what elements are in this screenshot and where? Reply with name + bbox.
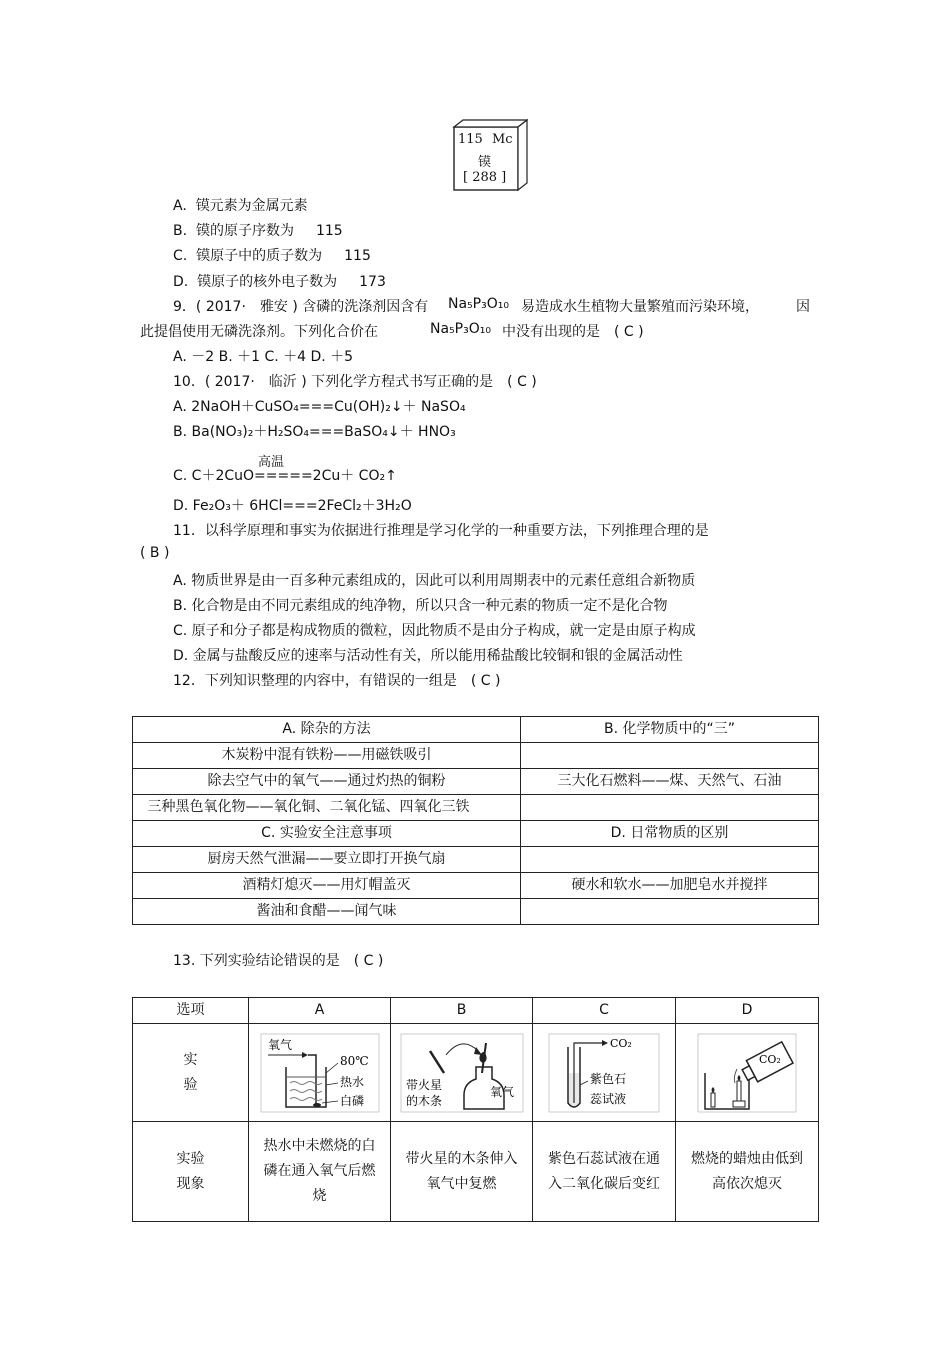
element-symbol: Mc [492,132,513,147]
fig-c-label-co2: CO₂ [610,1036,632,1050]
q9-line1a: 9．( 2017· 雅安 ) 含磷的洗涤剂因含有 [173,299,429,315]
table-cell: 厨房天然气泄漏——要立即打开换气扇 [133,847,521,873]
table-row [133,899,819,925]
q12-table [132,716,819,925]
figure-c [533,1024,676,1122]
row-label-experiment: 实 验 [133,1024,249,1122]
table-cell: 酱油和食醋——闻气味 [133,899,521,925]
table-header-cell: C [533,998,676,1024]
table-cell: B. 化学物质中的“三” [521,717,819,743]
q11-option-a: A. 物质世界是由一百多种元素组成的，因此可以利用周期表中的元素任意组合新物质 [173,573,696,589]
q12-stem: 12．下列知识整理的内容中，有错误的一组是 ( C ) [173,673,501,689]
q13-table [132,997,819,1222]
q9-formula1: Na₅P₃O₁₀ [448,296,509,312]
table-row [133,743,819,769]
fig-a-label-oxygen: 氧气 [267,1037,292,1052]
table-header-cell: A [249,998,391,1024]
table-cell [521,743,819,769]
q10-option-c: C. C＋2CuO=====2Cu＋ CO₂↑ [173,468,397,484]
table-cell: 除去空气中的氧气——通过灼热的铜粉 [133,769,521,795]
fig-b-label-1: 带火星 [405,1077,442,1092]
q8-option-c: C. 镆原子中的质子数为 115 [173,248,371,264]
table-row [133,998,819,1024]
q13-stem: 13. 下列实验结论错误的是 ( C ) [173,953,384,969]
q8-option-d: D. 镆原子的核外电子数为 173 [173,274,386,290]
fig-a-label-hot-water: 热水 [339,1074,364,1089]
litmus-test-tube-figure [548,1033,660,1113]
q10-stem: 10．( 2017· 临沂 ) 下列化学方程式书写正确的是 ( C ) [173,374,537,390]
table-row [133,717,819,743]
q10-c-condition: 高温 [258,455,285,470]
table-cell [521,899,819,925]
table-row [133,1024,819,1122]
q11-option-d: D. 金属与盐酸反应的速率与活动性有关，所以能用稀盐酸比较铜和银的金属活动性 [173,648,683,664]
q9-line2b: 中没有出现的是 ( C ) [502,324,644,340]
table-row [133,873,819,899]
table-cell: 硬水和软水——加肥皂水并搅拌 [521,873,819,899]
phenomenon-b: 带火星的木条伸入氧气中复燃 [391,1122,533,1222]
table-cell: D. 日常物质的区别 [521,821,819,847]
fig-c-label-1: 紫色石 [590,1071,627,1086]
q11-stem: 11．以科学原理和事实为依据进行推理是学习化学的一种重要方法，下列推理合理的是 [173,523,709,539]
table-cell [521,847,819,873]
q11-answer: ( B ) [140,545,170,561]
phenomenon-c: 紫色石蕊试液在通入二氧化碳后变红 [533,1122,676,1222]
element-tile [452,118,528,192]
figure-a [249,1024,391,1122]
q11-option-c: C. 原子和分子都是构成物质的微粒，因此物质不是由分子构成，就一定是由原子构成 [173,623,696,639]
table-row [133,1122,819,1222]
q9-line2a: 此提倡使用无磷洗涤剂。下列化合价在 [140,324,378,340]
fig-c-label-2: 蕊试液 [590,1091,627,1106]
element-number: 115 [458,132,483,147]
q11-option-b: B. 化合物是由不同元素组成的纯净物，所以只含一种元素的物质一定不是化合物 [173,598,668,614]
fig-b-label-oxygen: 氧气 [489,1084,514,1099]
q10-option-b: B. Ba(NO₃)₂＋H₂SO₄===BaSO₄↓＋ HNO₃ [173,424,456,440]
q9-formula2: Na₅P₃O₁₀ [430,321,491,337]
figure-d [676,1024,819,1122]
table-row [133,795,819,821]
table-header-cell: B [391,998,533,1024]
phenomenon-d: 燃烧的蜡烛由低到高依次熄灭 [676,1122,819,1222]
table-row [133,847,819,873]
hot-water-phosphorus-figure [260,1033,380,1113]
table-row [133,769,819,795]
q9-line1b: 易造成水生植物大量繁殖而污染环境， [521,299,759,315]
row-label-phenomenon: 实验 现象 [133,1122,249,1222]
table-row [133,821,819,847]
table-cell: A. 除杂的方法 [133,717,521,743]
table-cell: 木炭粉中混有铁粉——用磁铁吸引 [133,743,521,769]
q9-options: A. －2 B. ＋1 C. ＋4 D. ＋5 [173,349,354,365]
q8-option-b: B. 镆的原子序数为 115 [173,223,343,239]
fig-a-label-phosphorus: 白磷 [339,1093,364,1108]
phenomenon-a: 热水中未燃烧的白磷在通入氧气后燃烧 [249,1122,391,1222]
figure-b [391,1024,533,1122]
q10-option-a: A. 2NaOH＋CuSO₄===Cu(OH)₂↓＋ NaSO₄ [173,399,466,415]
q9-line1c: 因 [796,299,810,315]
glowing-splint-figure [400,1033,524,1113]
q8-option-a: A. 镆元素为金属元素 [173,198,308,214]
table-cell: C. 实验安全注意事项 [133,821,521,847]
fig-d-label-co2: CO₂ [759,1052,781,1066]
table-cell [521,795,819,821]
fig-a-label-temp: 80℃ [339,1053,369,1068]
table-header-cell: D [676,998,819,1024]
candles-co2-figure [697,1033,797,1113]
table-cell: 酒精灯熄灭——用灯帽盖灭 [133,873,521,899]
table-header-cell: 选项 [133,998,249,1024]
element-name: 镆 [478,155,492,170]
table-cell: 三种黑色氧化物——氧化铜、二氧化锰、四氧化三铁 [133,795,521,821]
fig-b-label-2: 的木条 [405,1093,442,1108]
element-mass: [ 288 ] [463,170,507,185]
q10-option-d: D. Fe₂O₃＋ 6HCl===2FeCl₂＋3H₂O [173,498,412,514]
table-cell: 三大化石燃料——煤、天然气、石油 [521,769,819,795]
